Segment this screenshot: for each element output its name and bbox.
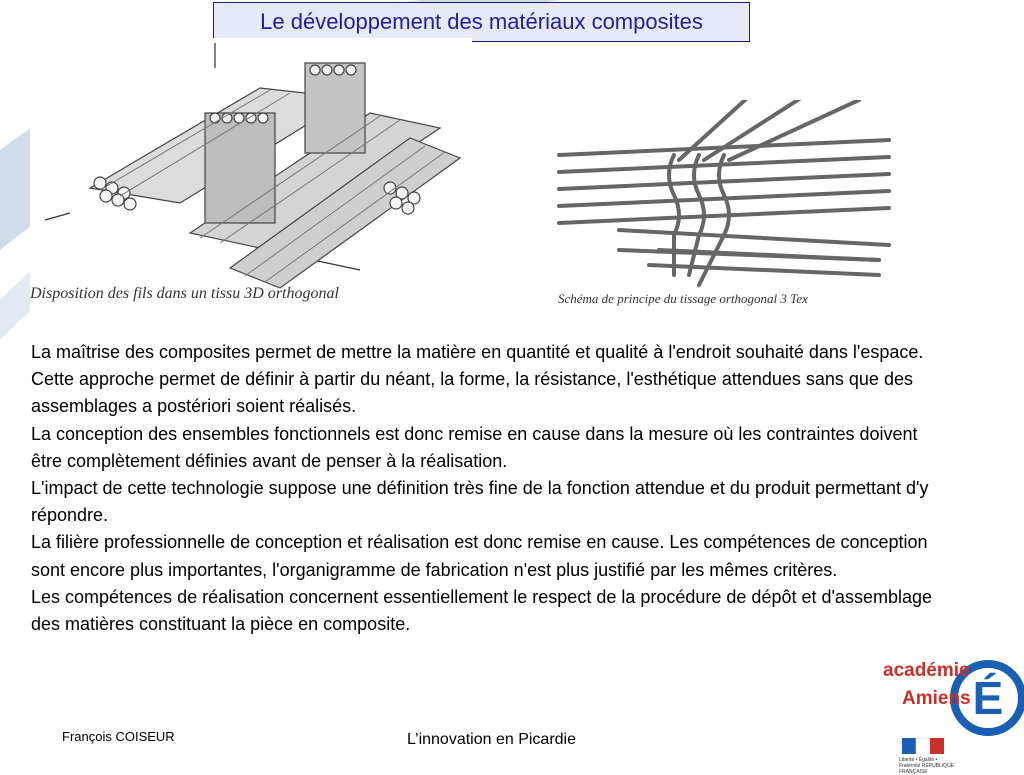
- fabric-3d-drawing: [30, 38, 472, 325]
- paragraph: L'impact de cette technologie suppose une définition très fine de la fonction attendue et du produit permettant d'y répondre.: [31, 478, 929, 526]
- figure-left-caption: Disposition des fils dans un tissu 3D orthogonal: [30, 285, 339, 302]
- slide-title: [213, 2, 750, 42]
- french-flag-icon: [902, 738, 944, 754]
- logo-letter: É: [972, 672, 1004, 724]
- paragraph: La conception des ensembles fonctionnels est donc remise en cause dans la mesure où les contraintes doivent être complètement définies avant de penser à la réalisation.: [31, 423, 918, 471]
- footer-author: François COISEUR: [62, 729, 175, 744]
- body-text: [31, 339, 946, 638]
- paragraph: Les compétences de réalisation concernent essentiellement le respect de la procédure de dépôt et d'assemblage des matières constituant la pièce en composite.: [31, 586, 932, 635]
- figure-right-caption: Schéma de principe du tissage orthogonal 3 Tex: [558, 291, 808, 306]
- paragraph: Cette approche permet de définir à partir du néant, la forme, la résistance, l'esthétique attendues sans que des assemblages a postériori soient réalisés.: [31, 369, 913, 417]
- paragraph: La filière professionnelle de conception et réalisation est donc remise en cause. Les compétences de conception sont encore plus importantes, l'organigramme de fabrication n'est plus justifié par les mêmes critères.: [31, 532, 928, 580]
- figure-3d-orthogonal-fabric: [30, 38, 472, 325]
- logo-text-amiens: Amiens: [902, 688, 971, 709]
- logo-text-academie: académie: [883, 660, 970, 681]
- paragraph: La maîtrise des composites permet de mettre la matière en quantité et qualité à l'endroit souhaité dans l'espace.: [31, 342, 924, 362]
- footer-center-text: L’innovation en Picardie: [407, 731, 577, 748]
- slide-title-text: Le développement des matériaux composites: [260, 9, 703, 34]
- flag-caption: Liberté • Égalité • Fraternité RÉPUBLIQUE FRANÇAISE: [899, 757, 955, 775]
